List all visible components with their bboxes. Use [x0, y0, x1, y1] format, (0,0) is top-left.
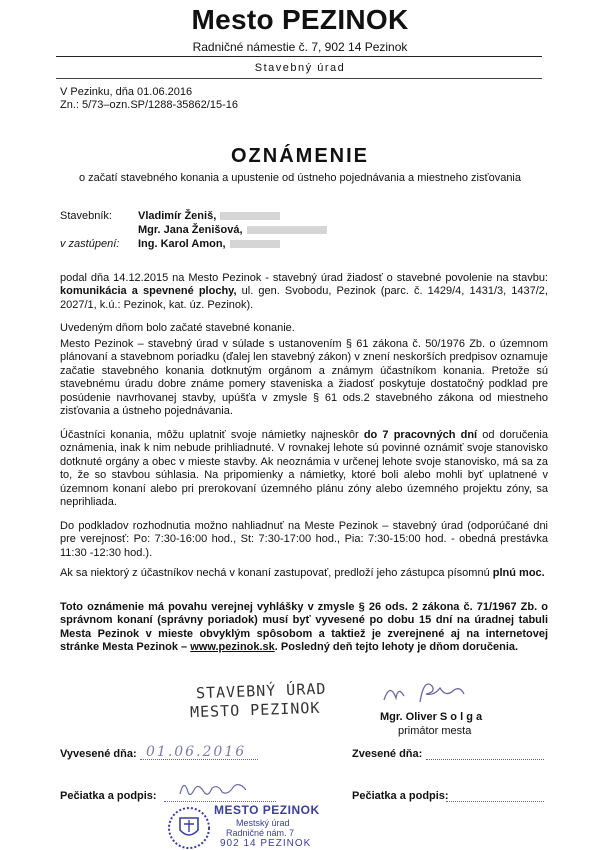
paragraph-representation: Ak sa niektorý z účastníkov nechá v konaní zastupovať, predloží jeho zástupca písomnú plnú moc.	[60, 567, 545, 579]
round-stamp-line1: MESTO PEZINOK	[214, 803, 320, 817]
office-divider	[56, 78, 542, 79]
clerk-signature	[176, 776, 256, 802]
header-divider	[56, 56, 542, 57]
representative-label: v zastúpení:	[60, 238, 120, 250]
office-stamp-line1: STAVEBNÝ ÚRAD	[195, 679, 327, 703]
city-title: Mesto PEZINOK	[191, 4, 409, 35]
reference-number: Zn.: 5/73–ozn.SP/1288-35862/15-16	[60, 99, 238, 111]
posted-label: Vyvesené dňa:	[60, 748, 137, 760]
office-name: Stavebný úrad	[254, 62, 346, 74]
document-subheading: o začatí stavebného konania a upustenie od ústneho pojednávania a miestneho zisťovania	[79, 172, 521, 184]
redacted-block	[247, 226, 327, 234]
round-stamp-line2: Mestský úrad	[236, 818, 290, 828]
posted-date-handwritten: 01.06.2016	[146, 744, 247, 760]
paragraph-public-notice: Toto oznámenie má povahu verejnej vyhlášky v zmysle § 26 ods. 2 zákona č. 71/1967 Zb. o správnom konaní (správny poriadok) musí byť vyvesené po dobu 15 dní na úradnej tabuli Mesta Pezinok v mieste obvyklým spôsobom a taktiež je zverejnené aj na internetovej stránke Mesta Pezinok – www.pezinok.sk. Posledný deň tejto lehoty je dňom doručenia.	[60, 601, 548, 654]
mayor-signature	[380, 674, 470, 708]
paragraph-legal-basis: Mesto Pezinok – stavebný úrad v súlade s ustanovením § 61 zákona č. 50/1976 Zb. o územnom plánovaní a stavebnom poriadku (ďalej len stavebný zákon) v znení neskorších predpisov oznamuje začatie stavebného konania dotknutým orgánom a známym účastníkom konania. Pretože sú stavebnému úradu dobre známe pomery staveniska a žiadosť poskytuje dostatočný podklad pre posúdenie navrhovanej stavby, upúšťa v zmysle § 61 ods.2 stavebného zákona od miestneho zisťovania a ústneho pojednávania.	[60, 338, 548, 418]
stamp-sign-label-left: Pečiatka a podpis:	[60, 790, 157, 802]
builder-1: Vladimír Ženiš,	[138, 210, 280, 222]
document-heading: OZNÁMENIE	[231, 145, 369, 167]
taken-down-label: Zvesené dňa:	[352, 748, 423, 760]
paragraph-objections: Účastníci konania, môžu uplatniť svoje námietky najneskôr do 7 pracovných dní od doručenia oznámenia, inak k nim nebude prihliadnuté. V rovnakej lehote sú povinné oznámiť svoje stanovisko dotknuté orgány a obec v mieste stavby. Ak neoznámia v určenej lehote svoje stanovisko, má sa za to, že so stavbou súhlasia. Na pripomienky a námietky, ktoré boli alebo mohli byť uplatnené v územnom konaní alebo pri prerokovaní územného plánu zóny alebo územného projektu zóny, sa neprihliada.	[60, 429, 548, 509]
office-stamp-line2: MESTO PEZINOK	[189, 698, 321, 722]
redacted-block	[230, 240, 280, 248]
representative: Ing. Karol Amon,	[138, 238, 280, 250]
stamp-sign-label-right: Pečiatka a podpis:	[352, 790, 449, 802]
website-link[interactable]: www.pezinok.sk	[190, 641, 275, 654]
stamp-sign-line-right	[446, 787, 544, 802]
signatory-name: Mgr. Oliver S o l g a	[380, 711, 483, 723]
signatory-role: primátor mesta	[398, 725, 472, 737]
place-date: V Pezinku, dňa 01.06.2016	[60, 86, 193, 98]
taken-down-date-line	[426, 745, 544, 760]
paragraph-office-hours: Do podkladov rozhodnutia možno nahliadnuť na Meste Pezinok – stavebný úrad (odporúčané dni pre verejnosť: Po: 7:30-16:00 hod., St: 7:30-17:00 hod., Pia: 7:30-15:00 hod. - obedná prestávka 11:30 -12:30 hod.).	[60, 520, 548, 559]
redacted-block	[220, 212, 280, 220]
coat-of-arms-icon	[164, 800, 214, 850]
round-stamp-line3: Radničné nám. 7	[226, 828, 295, 838]
city-address: Radničné námestie č. 7, 902 14 Pezinok	[192, 40, 408, 54]
round-stamp-line4: 902 14 PEZINOK	[220, 838, 312, 849]
paragraph-application: podal dňa 14.12.2015 na Mesto Pezinok - stavebný úrad žiadosť o stavebné povolenie na stavbu: komunikácia a spevnené plochy, ul. gen. Svobodu, Pezinok (parc. č. 1429/4, 1431/3, 1437/2, 2027/1, k.ú.: Pezinok, kat. úz. Pezinok).	[60, 272, 548, 311]
paragraph-started: Uvedeným dňom bolo začaté stavebné konanie.	[60, 322, 295, 334]
builder-label: Stavebník:	[60, 210, 112, 222]
builder-2: Mgr. Jana Ženišová,	[138, 224, 327, 236]
